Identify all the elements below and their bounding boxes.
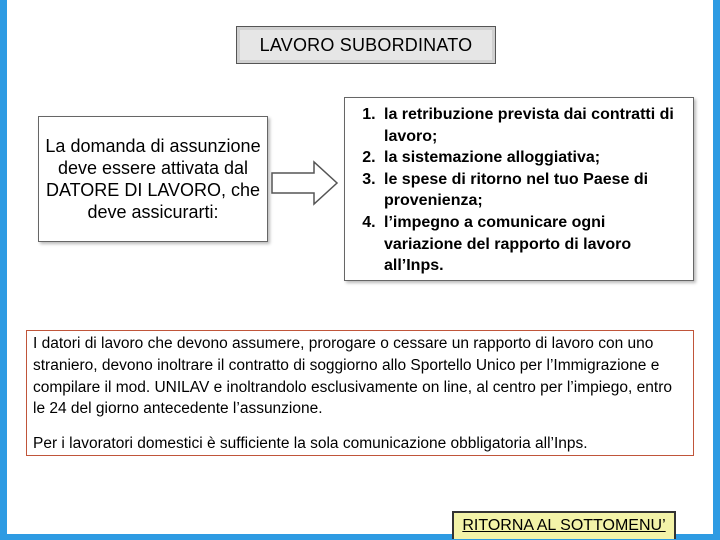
info-paragraph-employers: I datori di lavoro che devono assumere, prorogare o cessare un rapporto di lavoro con uno straniero, devono inoltrare il contratto di soggiorno allo Sportello Unico per l’Immigrazione e compilare il mod. UNILAV e inoltrandolo esclusivamente on line, al centro per l’impiego, entro le 24 del giorno antecedente l’assunzione.: [33, 335, 672, 418]
intro-text: La domanda di assunzione deve essere attivata dal DATORE DI LAVORO, che deve assicurarti:: [45, 136, 261, 222]
page-title: LAVORO SUBORDINATO: [236, 26, 496, 64]
intro-box: [38, 116, 268, 242]
back-to-submenu-button[interactable]: RITORNA AL SOTTOMENU’: [452, 511, 676, 539]
obligation-item: 2. la sistemazione alloggiativa;: [380, 147, 683, 169]
frame-right-border: [713, 0, 720, 540]
obligations-box: [344, 97, 694, 281]
info-paragraph-domestic: Per i lavoratori domestici è sufficiente la sola comunicazione obbligatoria all’Inps.: [33, 435, 588, 453]
obligation-item: 3. le spese di ritorno nel tuo Paese di provenienza;: [380, 169, 683, 212]
right-arrow-icon: [270, 160, 340, 206]
obligations-list: [345, 98, 693, 277]
info-box: [26, 330, 694, 456]
obligation-item: 4. l’impegno a comunicare ogni variazione del rapporto di lavoro all’Inps.: [380, 212, 683, 277]
frame-left-border: [0, 0, 7, 540]
obligation-item: 1. la retribuzione prevista dai contratti di lavoro;: [380, 104, 683, 147]
